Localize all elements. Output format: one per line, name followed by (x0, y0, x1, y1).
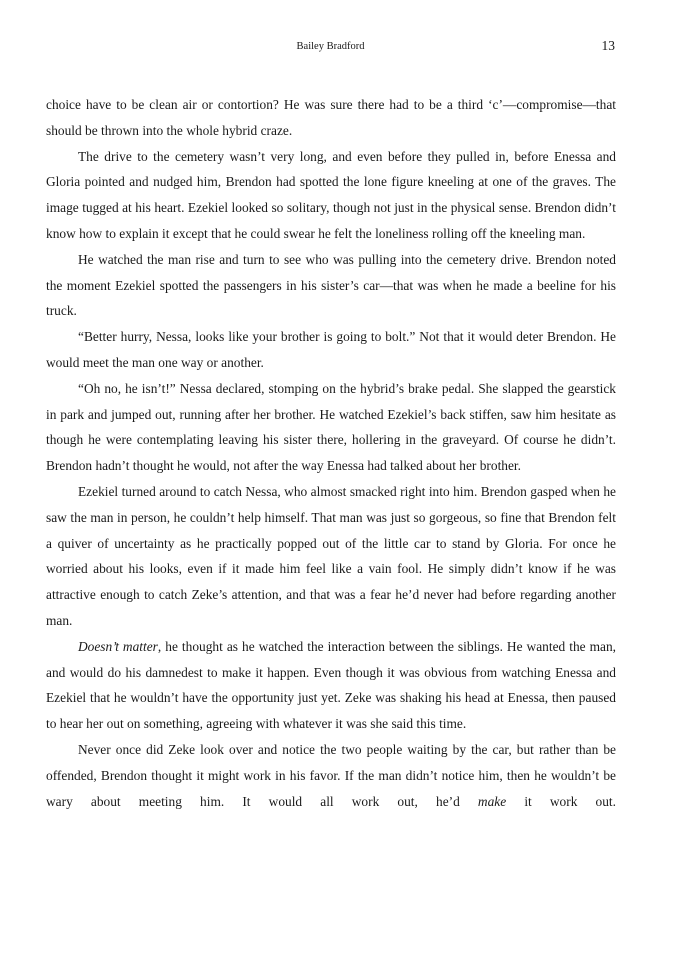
paragraph (46, 634, 616, 737)
text-run: He watched the man rise and turn to see who was pulling into the cemetery drive. Brendon noted the moment Ezekiel spotted the passengers in his sister’s car—that was when he made a beeline for his truck. (46, 251, 616, 319)
italic-text: make (477, 793, 507, 809)
italic-text: Doesn’t matter (78, 638, 158, 654)
text-run: “Oh no, he isn’t!” Nessa declared, stomping on the hybrid’s brake pedal. She slapped the gearstick in park and jumped out, running after her brother. He watched Ezekiel’s back stiffen, saw him hesitate as though he were contemplating leaving his sister there, hollering in the graveyard. Of course he didn’t. Brendon hadn’t thought he would, not after the way Enessa had talked about her brother. (46, 380, 616, 474)
header-author: Bailey Bradford (296, 41, 365, 52)
page-number: 13 (601, 38, 615, 53)
text-run: Never once did Zeke look over and notice the two people waiting by the car, but rather than be offended, Brendon thought it might work in his favor. If the man didn’t notice him, then he wouldn’t be wary about meeting him. It would all work out, he’d (46, 741, 616, 809)
paragraph (46, 92, 616, 144)
text-run: it work out. (506, 793, 616, 809)
text-run: The drive to the cemetery wasn’t very long, and even before they pulled in, before Enessa and Gloria pointed and nudged him, Brendon had spotted the lone figure kneeling at one of the graves. The image tugged at his heart. Ezekiel looked so solitary, though not just in the physical sense. Brendon didn’t know how to explain it except that he could swear he felt the loneliness rolling off the kneeling man. (46, 148, 616, 241)
text-run: Ezekiel turned around to catch Nessa, who almost smacked right into him. Brendon gasped when he saw the man in person, he couldn’t help himself. That man was just so gorgeous, so fine that Brendon felt a quiver of uncertainty as he practically popped out of the little car to stand by Gloria. For once he worried about his looks, even if it made him feel like a vain fool. He simply didn’t know if he was attractive enough to catch Zeke’s attention, and that was a fear he’d never had before regarding another man. (46, 483, 616, 628)
paragraph (46, 324, 616, 376)
paragraph (46, 479, 616, 634)
text-run: “Better hurry, Nessa, looks like your brother is going to bolt.” Not that it would deter Brendon. He would meet the man one way or another. (46, 329, 616, 370)
running-header (46, 38, 615, 58)
paragraph (46, 144, 616, 247)
paragraph (46, 247, 616, 324)
body-text (46, 92, 616, 814)
text-run: choice have to be clean air or contortion? He was sure there had to be a third ‘c’—compromise—that should be thrown into the whole hybrid craze. (46, 97, 616, 138)
paragraph (46, 376, 616, 479)
paragraph (46, 737, 616, 814)
text-run: , he thought as he watched the interaction between the siblings. He wanted the man, and would do his damnedest to make it happen. Even though it was obvious from watching Enessa and Ezekiel that he wouldn’t have the opportunity just yet. Zeke was shaking his head at Enessa, then paused to hear her out on something, agreeing with whatever it was she said this time. (46, 638, 617, 732)
